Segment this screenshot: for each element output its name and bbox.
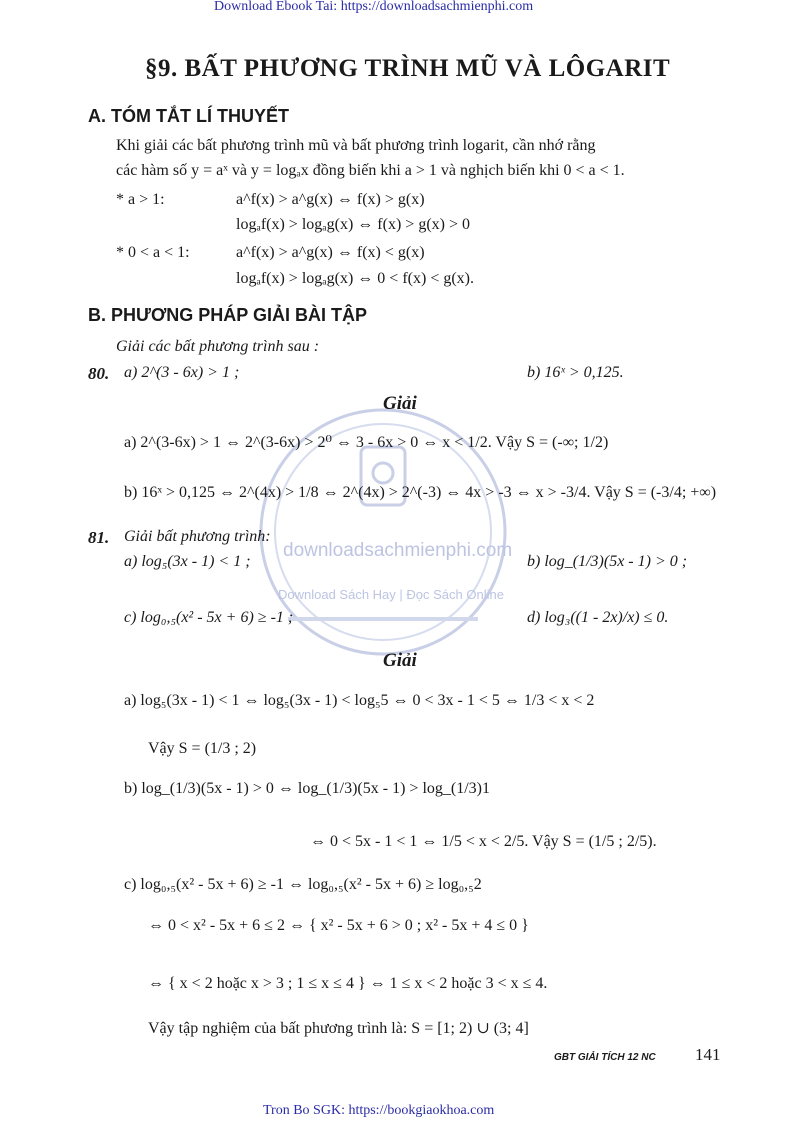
ex81-solution-c-2: ⇔ 0 < x² - 5x + 6 ≤ 2 ⇔ { x² - 5x + 6 > 0 ; x² - 5x + 4 ≤ 0 } [148, 917, 529, 934]
ex81-instruction: Giải bất phương trình: [124, 528, 271, 545]
ex81-solution-a-2: Vậy S = (1/3 ; 2) [148, 740, 257, 757]
ex81-solution-c-1: c) log₀,₅(x² - 5x + 6) ≥ -1 ⇔ log₀,₅(x² - 5x + 6) ≥ log₀,₅2 [124, 876, 482, 893]
case2-line1: a^f(x) > a^g(x) ⇔ f(x) < g(x) [236, 244, 425, 261]
ex81-problem-a: a) log₅(3x - 1) < 1 ; [124, 553, 251, 570]
footer-sgk-link[interactable]: Tron Bo SGK: https://bookgiaokhoa.com [263, 1103, 495, 1118]
watermark-site: downloadsachmienphi.com [283, 540, 513, 561]
ex81-solution-c-3: ⇔ { x < 2 hoặc x > 3 ; 1 ≤ x ≤ 4 } ⇔ 1 ≤ x < 2 hoặc 3 < x ≤ 4. [148, 975, 548, 992]
ex81-solution-a-1: a) log₅(3x - 1) < 1 ⇔ log₅(3x - 1) < log₅5 ⇔ 0 < 3x - 1 < 5 ⇔ 1/3 < x < 2 [124, 692, 595, 709]
ex81-solution-b-1: b) log_(1/3)(5x - 1) > 0 ⇔ log_(1/3)(5x - 1) > log_(1/3)1 [124, 780, 490, 797]
section-b-heading: B. PHƯƠNG PHÁP GIẢI BÀI TẬP [88, 305, 367, 325]
page-number: 141 [695, 1045, 721, 1064]
case2-line2: logₐf(x) > logₐg(x) ⇔ 0 < f(x) < g(x). [236, 270, 474, 287]
case1-label: * a > 1: [116, 191, 165, 208]
ex80-problem-a: a) 2^(3 - 6x) > 1 ; [124, 364, 240, 381]
section-a-heading: A. TÓM TẮT LÍ THUYẾT [88, 106, 289, 126]
ex81-solution-c-4: Vậy tập nghiệm của bất phương trình là: S = [1; 2) ∪ (3; 4] [148, 1020, 529, 1037]
ex81-problem-b: b) log_(1/3)(5x - 1) > 0 ; [527, 553, 688, 570]
ex80-solution-a: a) 2^(3-6x) > 1 ⇔ 2^(3-6x) > 2⁰ ⇔ 3 - 6x > 0 ⇔ x < 1/2. Vậy S = (-∞; 1/2) [124, 434, 609, 451]
ex81-solution-b-2: ⇔ 0 < 5x - 1 < 1 ⇔ 1/5 < x < 2/5. Vậy S = (1/5 ; 2/5). [310, 833, 657, 850]
ex80-solution-b: b) 16ˣ > 0,125 ⇔ 2^(4x) > 1/8 ⇔ 2^(4x) > 2^(-3) ⇔ 4x > -3 ⇔ x > -3/4. Vậy S = (-3/4; +∞) [124, 484, 717, 501]
ex80-problem-b: b) 16ˣ > 0,125. [527, 364, 624, 381]
header-download-link[interactable]: Download Ebook Tai: https://downloadsachmienphi.com [214, 0, 534, 14]
section-a-intro-1: Khi giải các bất phương trình mũ và bất phương trình logarit, cần nhớ rằng [116, 137, 596, 154]
watermark-tagline: Download Sách Hay | Đọc Sách Online [278, 587, 504, 602]
case1-line2: logₐf(x) > logₐg(x) ⇔ f(x) > g(x) > 0 [236, 216, 470, 233]
case2-label: * 0 < a < 1: [116, 244, 190, 261]
section-b-instruction: Giải các bất phương trình sau : [116, 338, 320, 355]
ex81-number: 81. [88, 528, 110, 547]
ex80-solution-label: Giải [383, 393, 417, 414]
ex81-problem-c: c) log₀,₅(x² - 5x + 6) ≥ -1 ; [124, 609, 294, 626]
ex81-problem-d: d) log₃((1 - 2x)/x) ≤ 0. [527, 609, 669, 626]
page-title: §9. BẤT PHƯƠNG TRÌNH MŨ VÀ LÔGARIT [145, 55, 671, 82]
ex80-number: 80. [88, 364, 110, 383]
book-title: GBT GIẢI TÍCH 12 NC [554, 1052, 656, 1063]
section-a-intro-2: các hàm số y = aˣ và y = logₐx đồng biến khi a > 1 và nghịch biến khi 0 < a < 1. [116, 162, 625, 179]
ex81-solution-label: Giải [383, 650, 417, 671]
case1-line1: a^f(x) > a^g(x) ⇔ f(x) > g(x) [236, 191, 425, 208]
